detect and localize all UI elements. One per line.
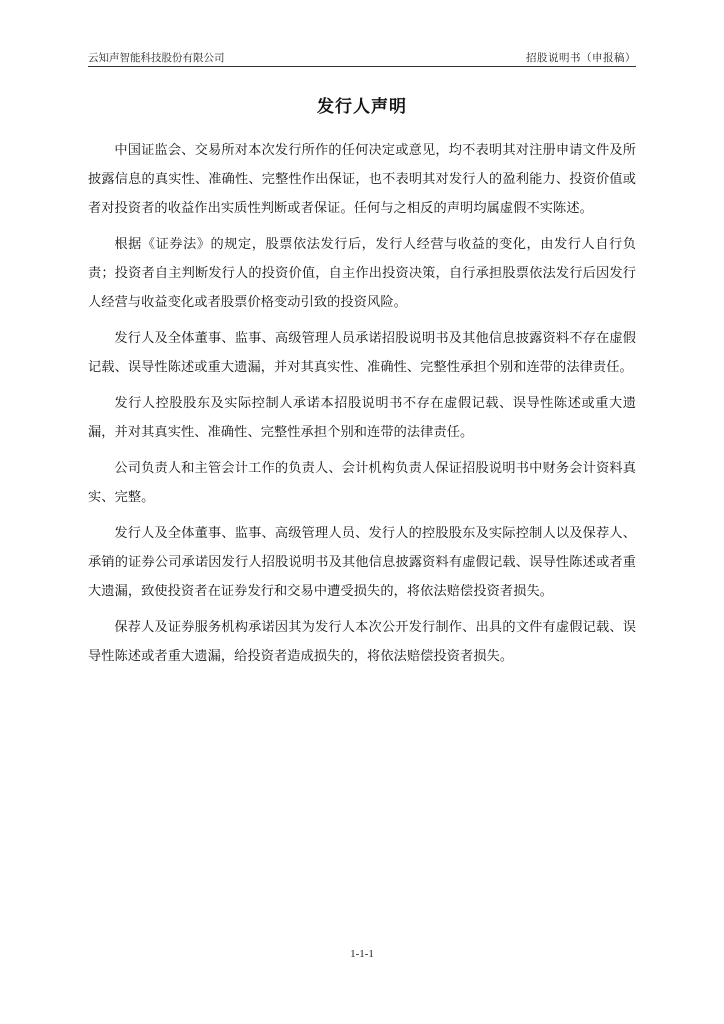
header-company-name: 云知声智能科技股份有限公司 — [88, 52, 225, 64]
paragraph-controller-commitment: 发行人控股股东及实际控制人承诺本招股说明书不存在虚假记载、误导性陈述或重大遗漏，并对其真实性、准确性、完整性承担个别和连带的法律责任。 — [88, 396, 636, 440]
header-document-type: 招股说明书（申报稿） — [526, 52, 636, 64]
paragraph-sponsor-commitment: 保荐人及证券服务机构承诺因其为发行人本次公开发行制作、出具的文件有虚假记载、误导性陈述或者重大遗漏，给投资者造成损失的，将依法赔偿投资者损失。 — [88, 620, 636, 664]
page-number: 1-1-1 — [350, 948, 374, 960]
page-title: 发行人声明 — [317, 97, 407, 117]
paragraph-compensation-commitment: 发行人及全体董事、监事、高级管理人员、发行人的控股股东及实际控制人以及保荐人、承销的证券公司承诺因发行人招股说明书及其他信息披露资料有虚假记载、误导性陈述或者重大遗漏，致使投资者在证券发行和交易中遭受损失的，将依法赔偿投资者损失。 — [88, 526, 636, 599]
statement-body — [88, 136, 636, 678]
paragraph-investment-risk: 根据《证券法》的规定，股票依法发行后，发行人经营与收益的变化，由发行人自行负责；投资者自主判断发行人的投资价值，自主作出投资决策，自行承担股票依法发行后因发行人经营与收益变化或者股票价格变动引致的投资风险。 — [88, 237, 636, 310]
paragraph-csrc-disclaimer: 中国证监会、交易所对本次发行所作的任何决定或意见，均不表明其对注册申请文件及所披露信息的真实性、准确性、完整性作出保证，也不表明其对发行人的盈利能力、投资价值或者对投资者的收益作出实质性判断或者保证。任何与之相反的声明均属虚假不实陈述。 — [88, 143, 636, 216]
paragraph-directors-commitment: 发行人及全体董事、监事、高级管理人员承诺招股说明书及其他信息披露资料不存在虚假记载、误导性陈述或重大遗漏，并对其真实性、准确性、完整性承担个别和连带的法律责任。 — [88, 331, 636, 375]
paragraph-accounting-guarantee: 公司负责人和主管会计工作的负责人、会计机构负责人保证招股说明书中财务会计资料真实、完整。 — [88, 461, 636, 505]
header-divider — [88, 66, 636, 67]
page-header — [88, 50, 636, 66]
